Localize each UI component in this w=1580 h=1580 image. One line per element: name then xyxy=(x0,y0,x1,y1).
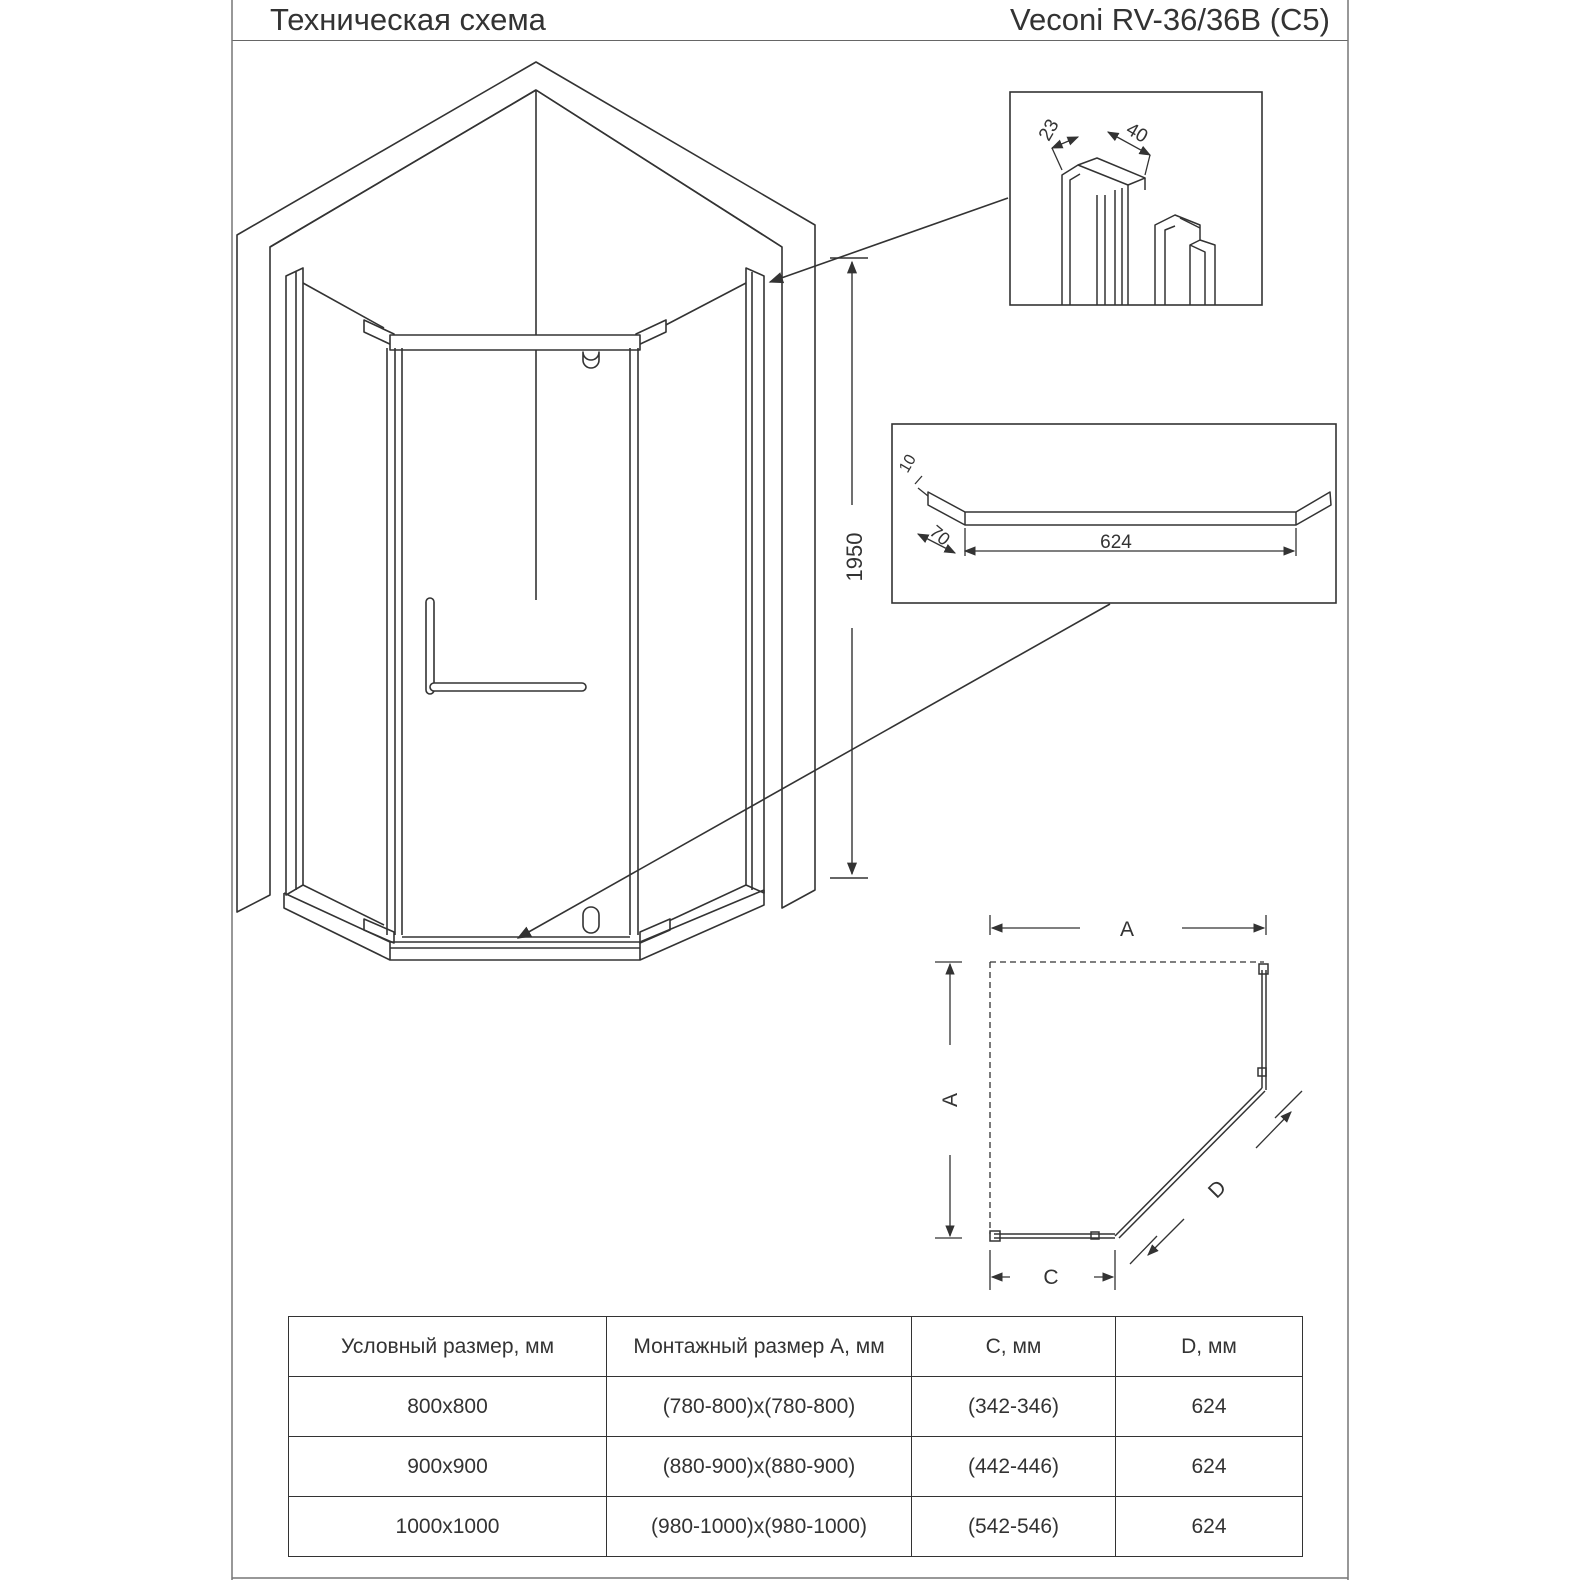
walls xyxy=(237,62,815,912)
table-row xyxy=(289,1437,1303,1497)
cell-nominal: 800x800 xyxy=(289,1377,607,1437)
cell-nominal: 900x900 xyxy=(289,1437,607,1497)
right-fixed-panel xyxy=(636,268,764,943)
plan-label-d: D xyxy=(1203,1175,1231,1203)
col-header-d: D, мм xyxy=(1116,1317,1303,1377)
tray-detail xyxy=(892,424,1336,603)
plan-label-c: C xyxy=(1043,1266,1059,1289)
profile-dim-23: 23 xyxy=(1034,115,1064,145)
shower-base xyxy=(284,890,764,960)
cell-mounting: (880-900)x(880-900) xyxy=(607,1437,912,1497)
tray-dim-624: 624 xyxy=(1100,532,1132,553)
cell-d: 624 xyxy=(1116,1377,1303,1437)
model-name: Veconi RV-36/36B (C5) xyxy=(1010,2,1330,37)
table-header-row xyxy=(289,1317,1303,1377)
cell-c: (442-446) xyxy=(912,1437,1116,1497)
col-header-c: C, мм xyxy=(912,1317,1116,1377)
door-handle xyxy=(426,598,586,694)
profile-dim-40: 40 xyxy=(1122,118,1152,148)
cell-c: (542-546) xyxy=(912,1497,1116,1557)
sheet-title: Техническая схема xyxy=(270,2,546,37)
plan-view xyxy=(935,915,1302,1290)
tray-dim-10: 10 xyxy=(896,451,920,476)
tray-dim-70: 70 xyxy=(925,521,954,550)
table-row xyxy=(289,1377,1303,1437)
cell-d: 624 xyxy=(1116,1437,1303,1497)
profile-detail xyxy=(1010,92,1262,305)
cell-nominal: 1000x1000 xyxy=(289,1497,607,1557)
height-label: 1950 xyxy=(842,532,867,582)
col-header-nominal: Условный размер, мм xyxy=(289,1317,607,1377)
plan-label-a-top: A xyxy=(1119,918,1135,941)
cell-c: (342-346) xyxy=(912,1377,1116,1437)
col-header-mounting: Монтажный размер A, мм xyxy=(607,1317,912,1377)
cell-d: 624 xyxy=(1116,1497,1303,1557)
pivot-door xyxy=(387,335,640,937)
cell-mounting: (980-1000)x(980-1000) xyxy=(607,1497,912,1557)
size-table xyxy=(288,1316,1303,1557)
cell-mounting: (780-800)x(780-800) xyxy=(607,1377,912,1437)
table-row xyxy=(289,1497,1303,1557)
left-fixed-panel xyxy=(286,268,394,943)
plan-label-a-side: A xyxy=(939,1092,962,1108)
